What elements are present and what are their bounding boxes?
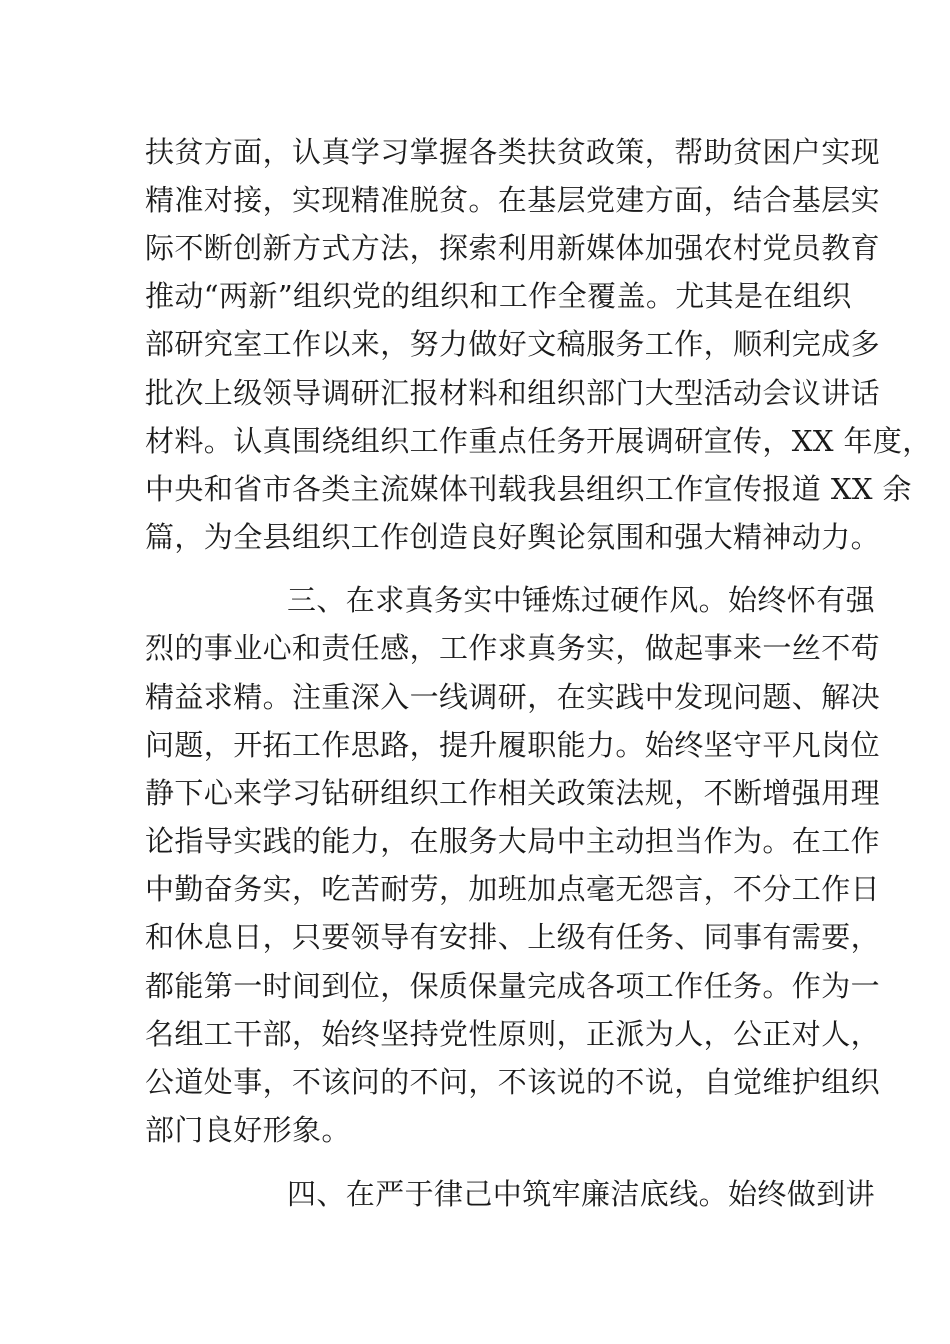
text-line: 精准对接，实现精准脱贫。在基层党建方面，结合基层实 — [145, 183, 881, 217]
section-heading-line: 四、在严于律己中筑牢廉洁底线。始终做到讲 — [287, 1177, 876, 1211]
text-line: 名组工干部，始终坚持党性原则，正派为人，公正对人， — [145, 1017, 881, 1051]
section-heading-line: 三、在求真务实中锤炼过硬作风。始终怀有强 — [287, 583, 876, 617]
text-line: 中勤奋务实，吃苦耐劳，加班加点毫无怨言，不分工作日 — [145, 872, 881, 906]
text-line: 都能第一时间到位，保质保量完成各项工作任务。作为一 — [145, 969, 881, 1003]
text-line: 批次上级领导调研汇报材料和组织部门大型活动会议讲话 — [145, 376, 881, 410]
text-line: 烈的事业心和责任感，工作求真务实，做起事来一丝不苟 — [145, 631, 881, 665]
text-line: 际不断创新方式方法，探索利用新媒体加强农村党员教育 — [145, 231, 881, 265]
text-line: 材料。认真围绕组织工作重点任务开展调研宣传，XX 年度， — [145, 424, 932, 458]
text-line: 推动“两新”组织党的组织和工作全覆盖。尤其是在组织 — [145, 279, 852, 313]
text-line: 公道处事，不该问的不问，不该说的不说，自觉维护组织 — [145, 1065, 881, 1099]
text-line: 部门良好形象。 — [145, 1113, 351, 1147]
text-line: 扶贫方面，认真学习掌握各类扶贫政策，帮助贫困户实现 — [145, 135, 881, 169]
text-line: 精益求精。注重深入一线调研，在实践中发现问题、解决 — [145, 680, 881, 714]
text-line: 论指导实践的能力，在服务大局中主动担当作为。在工作 — [145, 824, 881, 858]
text-line: 部研究室工作以来，努力做好文稿服务工作，顺利完成多 — [145, 327, 881, 361]
text-line: 问题，开拓工作思路，提升履职能力。始终坚守平凡岗位 — [145, 728, 881, 762]
text-line: 篇，为全县组织工作创造良好舆论氛围和强大精神动力。 — [145, 520, 881, 554]
text-line: 静下心来学习钻研组织工作相关政策法规，不断增强用理 — [145, 776, 881, 810]
text-line: 中央和省市各类主流媒体刊载我县组织工作宣传报道 XX 余 — [145, 472, 912, 506]
text-line: 和休息日，只要领导有安排、上级有任务、同事有需要， — [145, 920, 881, 954]
